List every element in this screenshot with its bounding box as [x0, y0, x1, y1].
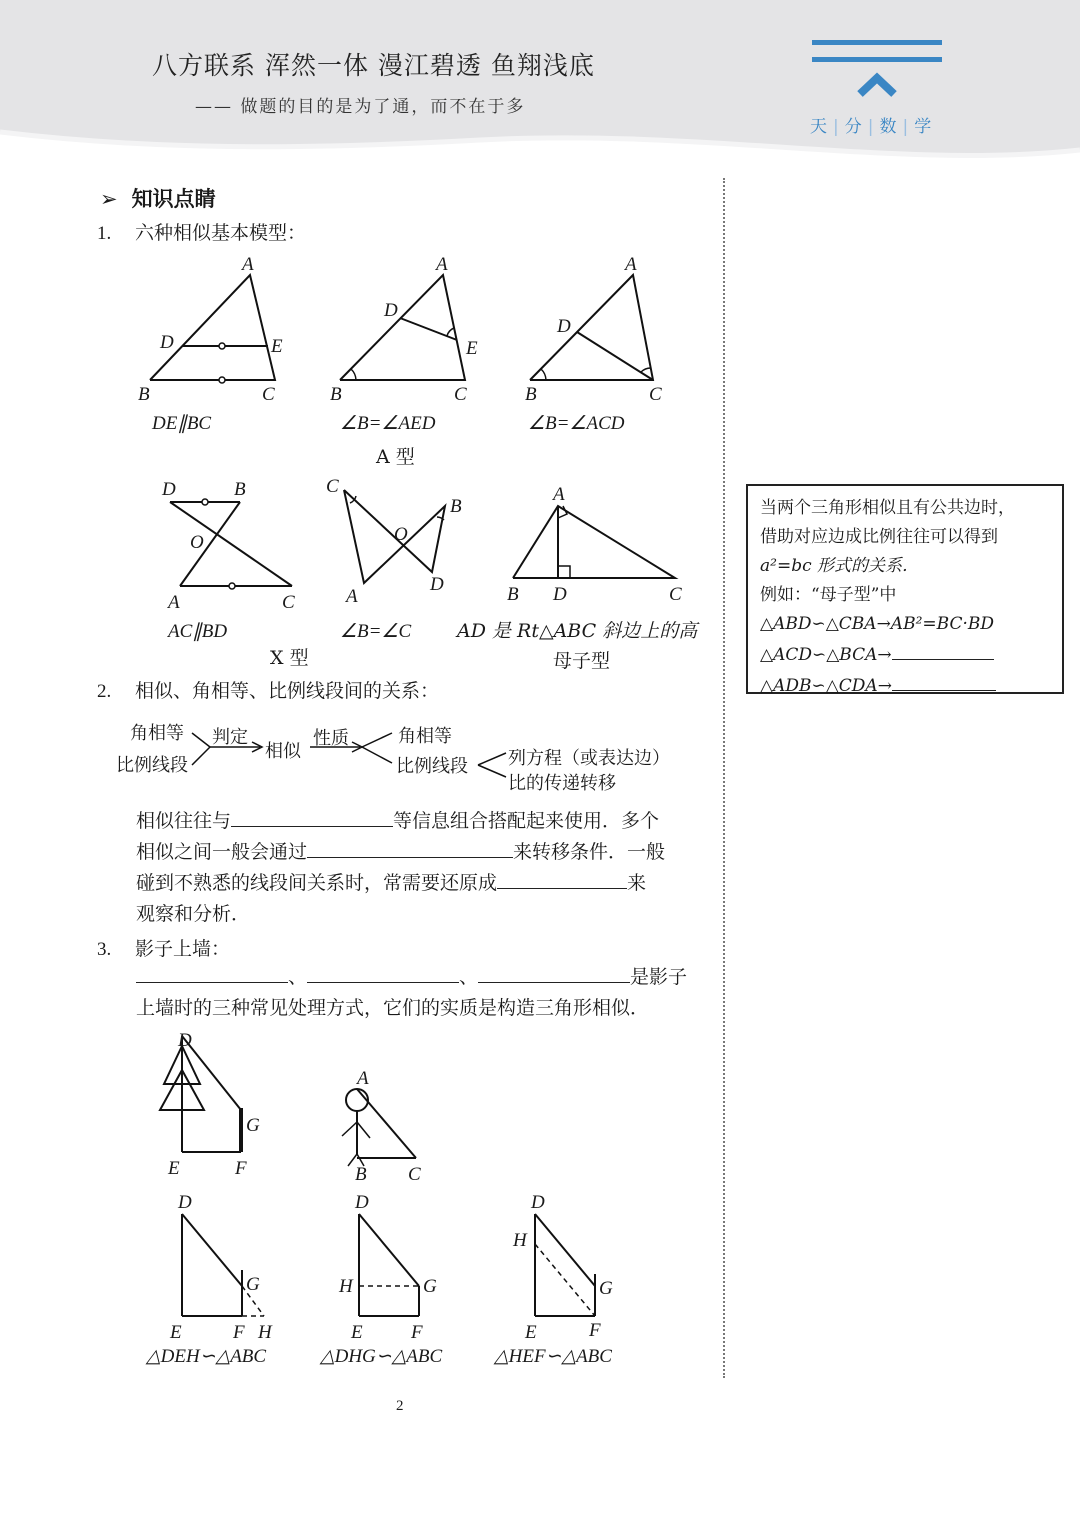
brand-char: 学 [914, 117, 932, 137]
caption-a-type: A 型 [376, 446, 415, 468]
flow-judge: 判定 [212, 727, 248, 748]
para-text: 等信息组合搭配起来使用．多个 [393, 810, 660, 832]
note-line: 例如：“母子型”中 [760, 585, 897, 605]
label-d: D [531, 1192, 545, 1213]
note-line [760, 639, 1050, 670]
note-line: a²=bc 形式的关系． [760, 556, 920, 576]
separator: 、 [288, 966, 308, 988]
caption-angle-aed: ∠B=∠AED [340, 413, 436, 434]
caption-deh-abc: △DEH∽△ABC [146, 1346, 267, 1367]
paragraph-line-1 [136, 806, 659, 837]
para-text: 碰到不熟悉的线段间关系时，常需要还原成 [136, 872, 498, 894]
label-a: A [357, 1068, 369, 1089]
item-number: 1. [97, 223, 112, 244]
label-h: H [258, 1322, 272, 1340]
label-d: D [162, 479, 176, 500]
arrow-bullet-icon: ➢ [100, 187, 118, 211]
item-number: 2. [97, 681, 112, 702]
label-a: A [346, 586, 358, 607]
label-h: H [339, 1276, 353, 1297]
answer-blank[interactable] [497, 868, 627, 889]
label-d: D [178, 1030, 192, 1051]
label-a: A [553, 484, 565, 505]
column-divider [723, 178, 725, 1378]
para-text: 来 [627, 872, 647, 894]
brand-char: 分 [844, 117, 862, 137]
brand-logo-icon [812, 36, 944, 102]
answer-blank[interactable] [892, 639, 994, 660]
label-f: F [589, 1320, 601, 1340]
answer-blank[interactable] [231, 806, 393, 827]
note-box [746, 484, 1064, 694]
label-b: B [330, 384, 342, 405]
label-g: G [423, 1276, 437, 1297]
brand-name: 天 | 分 | 数 | 学 [810, 117, 932, 137]
item-2 [97, 676, 439, 703]
caption-mother-type: 母子型 [553, 650, 611, 672]
flow-similar: 相似 [265, 741, 301, 762]
answer-blank[interactable] [478, 962, 630, 983]
para-text: 是影子 [630, 966, 688, 988]
label-b: B [138, 384, 150, 405]
label-f: F [235, 1158, 247, 1179]
label-d: D [178, 1192, 192, 1213]
label-g: G [599, 1278, 613, 1299]
label-a: A [436, 254, 448, 275]
label-c: C [649, 384, 662, 405]
caption-dhg-abc: △DHG∽△ABC [320, 1346, 443, 1367]
label-d: D [430, 574, 444, 595]
label-b: B [507, 584, 519, 605]
label-f: F [233, 1322, 245, 1340]
figure-shadow-tree [150, 1026, 280, 1186]
flow-transfer: 比的传递转移 [508, 773, 616, 794]
para-text: 相似之间一般会通过 [136, 841, 308, 863]
flow-arrows [190, 725, 520, 785]
note-line: 当两个三角形相似且有公共边时， [760, 498, 1015, 518]
figure-x-angle [320, 470, 470, 620]
note-text: △ACD∽△BCA→ [760, 645, 892, 665]
label-c: C [408, 1164, 421, 1185]
flow-property: 性质 [313, 728, 349, 749]
item-3-line-2: 上墙时的三种常见处理方式，它们的实质是构造三角形相似． [136, 997, 650, 1019]
figure-x-parallel [150, 470, 320, 620]
label-h: H [513, 1230, 527, 1251]
label-d: D [557, 316, 571, 337]
figure-angle-acd [515, 250, 695, 410]
label-f: F [411, 1322, 423, 1340]
note-line [760, 670, 1050, 701]
item-text: 影子上墙： [135, 938, 231, 960]
figure-parallel-a [130, 250, 300, 410]
caption-ac-parallel-bd: AC∥BD [168, 621, 228, 642]
label-c: C [262, 384, 275, 405]
note-line: △ABD∽△CBA→AB²=BC·BD [760, 614, 994, 634]
label-b: B [355, 1164, 367, 1185]
note-text: △ADB∽△CDA→ [760, 676, 892, 696]
label-d: D [553, 584, 567, 605]
section-title [100, 183, 216, 213]
label-e: E [168, 1158, 180, 1179]
figure-shadow-parallel [505, 1190, 635, 1340]
item-3 [97, 934, 230, 961]
caption-x-type: X 型 [270, 647, 309, 669]
label-b: B [525, 384, 537, 405]
label-d: D [355, 1192, 369, 1213]
figure-shadow-horizontal [335, 1190, 465, 1340]
paragraph-line-3 [136, 868, 646, 899]
label-d: D [384, 300, 398, 321]
label-e: E [525, 1322, 537, 1340]
flow-in-angle: 角相等 [130, 723, 184, 744]
paragraph-line-4: 观察和分析． [136, 903, 251, 925]
para-text: 相似往往与 [136, 810, 232, 832]
paragraph-line-2 [136, 837, 665, 868]
para-text: 来转移条件．一般 [513, 841, 666, 863]
label-g: G [246, 1274, 260, 1295]
answer-blank[interactable] [307, 837, 513, 858]
item-text: 相似、角相等、比例线段间的关系： [135, 680, 440, 702]
label-e: E [170, 1322, 182, 1340]
item-3-blanks-line [136, 962, 687, 993]
label-d: D [160, 332, 174, 353]
label-e: E [271, 336, 283, 357]
brand-char: 天 [810, 117, 827, 137]
header-motto: 八方联系 浑然一体 漫江碧透 鱼翔浅底 [152, 51, 595, 80]
caption-de-parallel-bc: DE∥BC [152, 413, 212, 434]
label-c: C [669, 584, 682, 605]
label-e: E [466, 338, 478, 359]
label-a: A [168, 592, 180, 613]
item-text: 六种相似基本模型： [135, 222, 307, 244]
figure-mother-child [495, 470, 695, 620]
caption-angle-b-c: ∠B=∠C [340, 621, 412, 642]
label-a: A [242, 254, 254, 275]
label-b: B [234, 479, 246, 500]
label-c: C [282, 592, 295, 613]
item-number: 3. [97, 939, 112, 960]
label-o: O [190, 532, 204, 553]
caption-altitude: AD 是 Rt△ABC 斜边上的高 [457, 620, 698, 642]
page-number: 2 [396, 1398, 404, 1414]
label-c: C [454, 384, 467, 405]
flow-out-ratio: 比例线段 [396, 756, 468, 777]
answer-blank[interactable] [892, 670, 996, 691]
flow-equation: 列方程（或表达边） [508, 748, 670, 769]
header-subtitle: —— 做题的目的是为了通，而不在于多 [195, 97, 526, 117]
item-1 [97, 218, 306, 245]
label-o: O [394, 524, 408, 545]
label-a: A [625, 254, 637, 275]
label-b: B [450, 496, 462, 517]
note-line: 借助对应边成比例往往可以得到 [760, 527, 998, 547]
label-e: E [351, 1322, 363, 1340]
label-g: G [246, 1115, 260, 1136]
brand-char: 数 [879, 117, 897, 137]
answer-blank[interactable] [136, 962, 288, 983]
caption-hef-abc: △HEF∽△ABC [494, 1346, 612, 1367]
flow-in-ratio: 比例线段 [116, 755, 188, 776]
separator: 、 [459, 966, 479, 988]
answer-blank[interactable] [307, 962, 459, 983]
figure-angle-aed [320, 250, 500, 410]
figure-shadow-person [330, 1064, 440, 1194]
label-c: C [326, 476, 339, 497]
caption-angle-acd: ∠B=∠ACD [528, 413, 625, 434]
section-title-text: 知识点睛 [131, 187, 216, 211]
flow-out-angle: 角相等 [398, 726, 452, 747]
figure-shadow-extend [160, 1190, 290, 1340]
